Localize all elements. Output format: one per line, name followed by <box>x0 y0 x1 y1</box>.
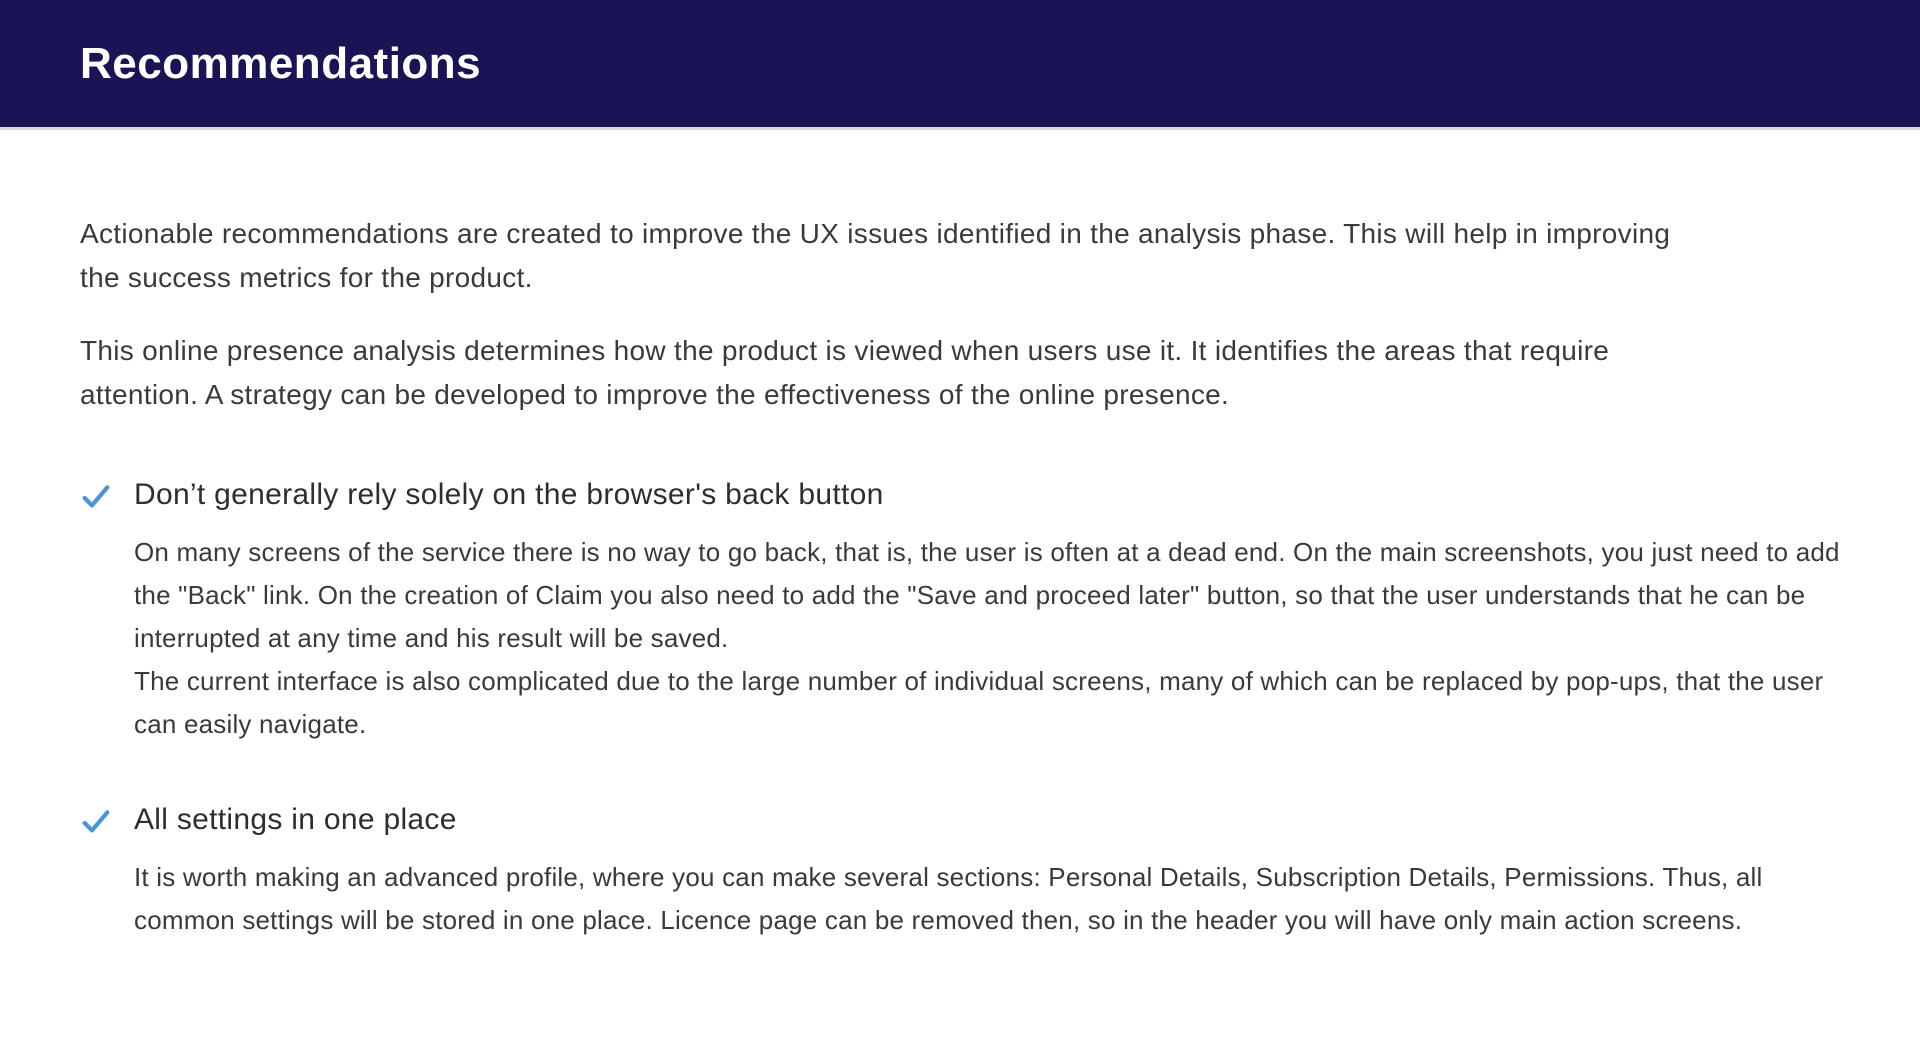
recommendation-title: Don’t generally rely solely on the browser's back button <box>134 478 884 511</box>
recommendation-description <box>134 856 1840 942</box>
page-header <box>0 0 1920 130</box>
recommendation-description-paragraph-1: It is worth making an advanced profile, where you can make several sections: Personal Details, Subscription Details, Permissions. Thus, all common settings will be stored in one place. Licence page can be removed then, so in the header you will have only main action screens. <box>134 862 1763 935</box>
main-content <box>0 130 1920 942</box>
intro-paragraphs <box>80 212 1840 417</box>
recommendation-item-settings <box>80 800 1840 942</box>
recommendation-content <box>134 800 1840 942</box>
intro-paragraph-2: This online presence analysis determines how the product is viewed when users use it. It identifies the areas that require attention. A strategy can be developed to improve the effectiveness of the online presence. <box>80 335 1610 410</box>
intro-paragraph-1: Actionable recommendations are created to improve the UX issues identified in the analysis phase. This will help in improving the success metrics for the product. <box>80 218 1671 293</box>
check-icon <box>80 480 112 512</box>
recommendation-description-paragraph-2: The current interface is also complicated due to the large number of individual screens, many of which can be replaced by pop-ups, that the user can easily navigate. <box>134 666 1824 739</box>
page-title: Recommendations <box>80 38 482 88</box>
recommendation-description-paragraph-1: On many screens of the service there is no way to go back, that is, the user is often at a dead end. On the main screenshots, you just need to add the "Back" link. On the creation of Claim you also need to add the "Save and proceed later" button, so that the user understands that he can be interrupted at any time and his result will be saved. <box>134 537 1840 653</box>
recommendation-description <box>134 531 1840 746</box>
recommendation-title: All settings in one place <box>134 803 457 836</box>
recommendation-item-back-button <box>80 475 1840 746</box>
recommendation-content <box>134 475 1840 746</box>
check-icon <box>80 805 112 837</box>
